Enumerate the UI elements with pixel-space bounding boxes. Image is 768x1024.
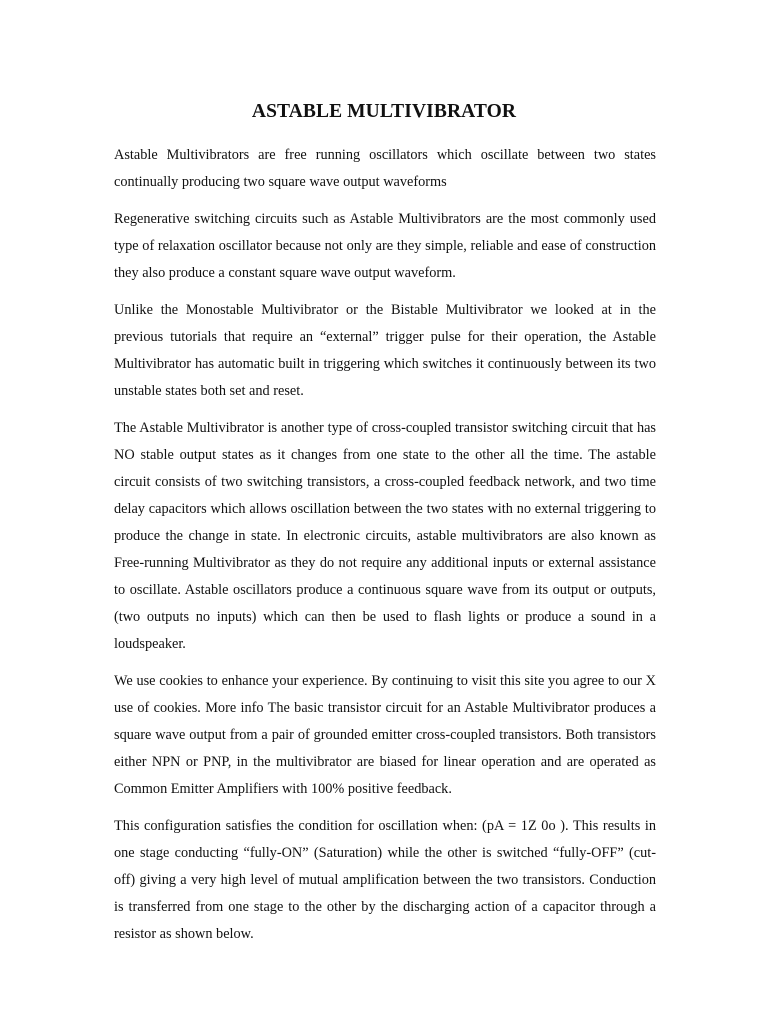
paragraph-oscillation-condition: This configuration satisfies the condition for oscillation when: (pA = 1Z 0o ). This results in one stage conducting “fully-ON” (Saturation) while the other is switched “fully-OFF” (cut-off) giving a very high level of mutual amplification between the two transistors. Conduction is transferred from one stage to the other by the discharging action of a capacitor through a resistor as shown below. bbox=[114, 818, 656, 942]
document-body bbox=[114, 142, 656, 958]
paragraph-cookies-basic-circuit: We use cookies to enhance your experience. By continuing to visit this site you agree to our X use of cookies. More info The basic transistor circuit for an Astable Multivibrator produces a square wave output from a pair of grounded emitter cross-coupled transistors. Both transistors either NPN or PNP, in the multivibrator are biased for linear operation and are operated as Common Emitter Amplifiers with 100% positive feedback. bbox=[114, 673, 656, 797]
paragraph-unlike-monostable: Unlike the Monostable Multivibrator or the Bistable Multivibrator we looked at in the previous tutorials that require an “external” trigger pulse for their operation, the Astable Multivibrator has automatic built in triggering which switches it continuously between its two unstable states both set and reset. bbox=[114, 302, 656, 399]
paragraph-cross-coupled: The Astable Multivibrator is another type of cross-coupled transistor switching circuit that has NO stable output states as it changes from one state to the other all the time. The astable circuit consists of two switching transistors, a cross-coupled feedback network, and two time delay capacitors which allows oscillation between the two states with no external triggering to produce the change in state. In electronic circuits, astable multivibrators are also known as Free-running Multivibrator as they do not require any additional inputs or external assistance to oscillate. Astable oscillators produce a continuous square wave from its output or outputs, (two outputs no inputs) which can then be used to flash lights or produce a sound in a loudspeaker. bbox=[114, 420, 656, 652]
paragraph-intro: Astable Multivibrators are free running oscillators which oscillate between two states continually producing two square wave output waveforms bbox=[114, 147, 656, 190]
paragraph-regenerative: Regenerative switching circuits such as Astable Multivibrators are the most commonly used type of relaxation oscillator because not only are they simple, reliable and ease of construction they also produce a constant square wave output waveform. bbox=[114, 211, 656, 281]
document-title: ASTABLE MULTIVIBRATOR bbox=[251, 101, 517, 122]
